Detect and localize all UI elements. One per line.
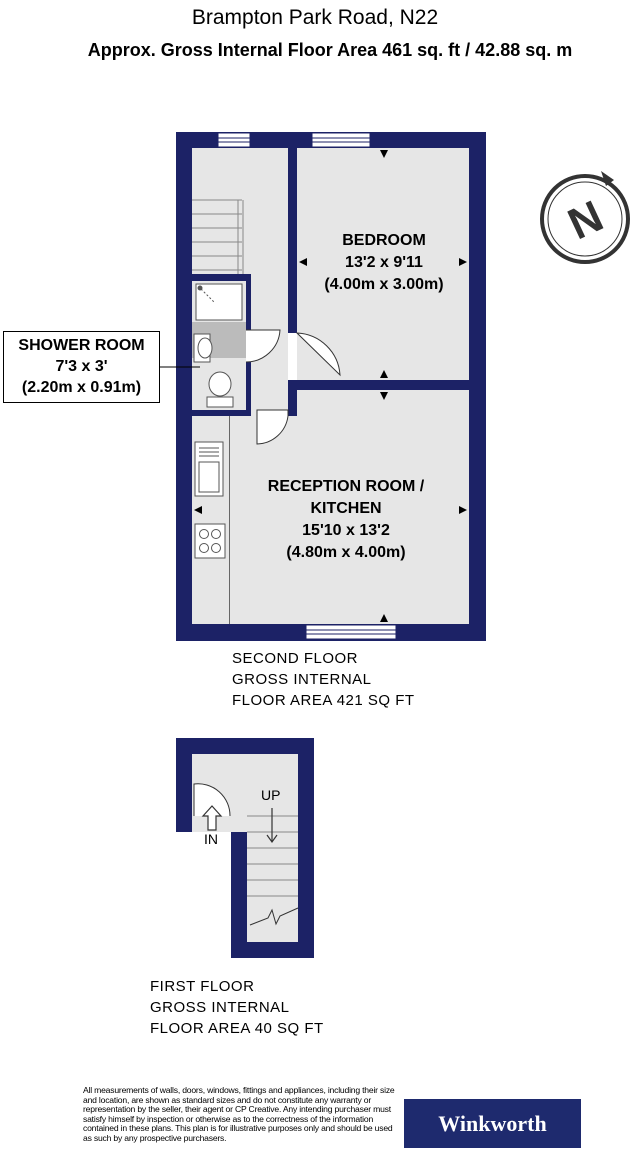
bedroom-metric: (4.00m x 3.00m) bbox=[324, 276, 444, 293]
reception-imperial: 15'10 x 13'2 bbox=[302, 522, 390, 539]
second-floor-line2: GROSS INTERNAL bbox=[232, 671, 372, 688]
wall-bedroom-south bbox=[297, 380, 469, 390]
up-label: UP bbox=[261, 787, 281, 803]
disclaimer-text: All measurements of walls, doors, windows, fittings and appliances, including their size and location, are shown as standard sizes and do not constitute any warranty or representation by the seller, their agent or CP Creative. Any intending purchaser must satisfy himself by inspection or otherwise as to the correctness of the information contained in these plans. This plan is for illustrative purposes only and should be used as such by any prospective purchasers. bbox=[83, 1085, 395, 1143]
first-floor-plan bbox=[176, 738, 314, 958]
first-floor-line3: FLOOR AREA 40 SQ FT bbox=[150, 1020, 324, 1037]
second-floor-line1: SECOND FLOOR bbox=[232, 650, 359, 667]
wall-kitchen-line bbox=[229, 416, 230, 624]
shower-room-name: SHOWER ROOM bbox=[18, 337, 145, 354]
reception-name-line2: KITCHEN bbox=[310, 500, 382, 517]
shower-tray-icon bbox=[196, 284, 242, 320]
bedroom-name: BEDROOM bbox=[342, 232, 426, 249]
in-label: IN bbox=[204, 831, 218, 847]
compass-icon bbox=[542, 171, 628, 262]
toilet-icon bbox=[207, 372, 233, 407]
shower-room-callout bbox=[3, 331, 160, 403]
logo-text: Winkworth bbox=[438, 1110, 547, 1136]
reception-metric: (4.80m x 4.00m) bbox=[286, 544, 406, 561]
first-floor-line2: GROSS INTERNAL bbox=[150, 999, 290, 1016]
shower-room-metric: (2.20m x 0.91m) bbox=[21, 379, 142, 396]
bedroom-imperial: 13'2 x 9'11 bbox=[345, 254, 423, 271]
wash-basin-icon bbox=[194, 334, 212, 362]
plan-subtitle: Approx. Gross Internal Floor Area 461 sq. ft / 42.88 sq. m bbox=[87, 40, 573, 60]
first-floor-line1: FIRST FLOOR bbox=[150, 978, 255, 995]
wall-shower-south bbox=[192, 410, 251, 416]
wall-landing-east bbox=[288, 380, 297, 416]
wall-stairs-south bbox=[192, 274, 251, 281]
svg-text:N: N bbox=[560, 191, 611, 250]
first-floor-note bbox=[150, 976, 324, 1039]
second-floor-note bbox=[232, 648, 415, 711]
reception-label bbox=[236, 476, 456, 564]
shower-room-imperial: 7'3 x 3' bbox=[55, 358, 108, 375]
wall-bedroom-west bbox=[288, 148, 297, 333]
window-bottom bbox=[306, 625, 396, 639]
hob-icon bbox=[195, 524, 225, 558]
winkworth-logo bbox=[404, 1099, 581, 1148]
second-floor-line3: FLOOR AREA 421 SQ FT bbox=[232, 692, 415, 709]
kitchen-sink-icon bbox=[195, 442, 223, 496]
bedroom-label bbox=[298, 230, 470, 296]
plan-title: Brampton Park Road, N22 bbox=[191, 6, 439, 29]
reception-name-line1: RECEPTION ROOM / bbox=[267, 478, 425, 495]
window-top-right bbox=[312, 133, 370, 147]
window-top-left bbox=[218, 133, 250, 147]
second-floor-plan bbox=[176, 132, 486, 641]
